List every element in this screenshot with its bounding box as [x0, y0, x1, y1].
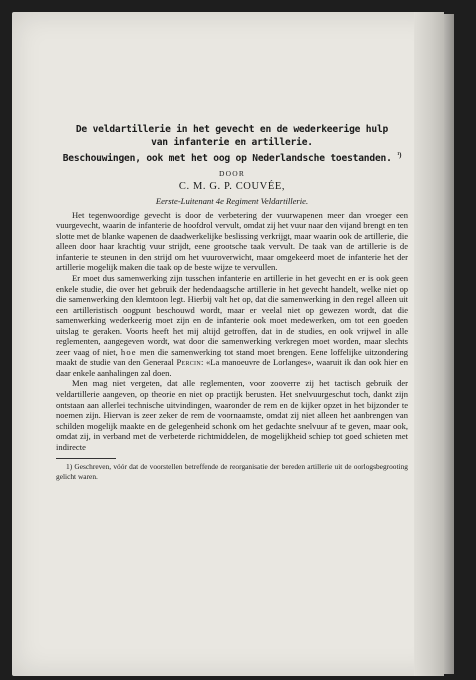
book-edge — [444, 14, 454, 674]
article-body — [56, 210, 408, 453]
article-title — [56, 124, 408, 166]
paragraph-2 — [56, 273, 408, 378]
general-name: Percin — [176, 357, 201, 368]
paragraph-2-part-b: men die samenwerking tot stand moet brengen. Eene loffelijke uitzondering maakt de studie van den Generaal — [56, 346, 409, 368]
paragraph-2-part-c: : «La manoeuvre de Lorlanges», waaruit ik dan ook hier en daar enkele aanhalingen zal doen. — [56, 357, 408, 378]
title-line-2: van infanterie en artillerie. — [151, 136, 313, 148]
paragraph-3: Men mag niet vergeten, dat alle reglementen, voor zooverre zij het tactisch gebruik der veldartillerie aangeven, op theorie en niet op practijk berusten. Het snelvuurgeschut toch, dankt zijn ontstaan aan allerlei technische uitvindingen, waaronder de rem en de kijker opzet in het bijzonder te noemen zijn. Hiervan is zeer zeker de rem de voornaamste, omdat zij niet alleen het aanbrengen van schilden mogelijk maakte en de gelegenheid schonk om het gedachte snelvuur af te geven, maar ook, omdat zij, in verband met de verbeterde richtmiddelen, de mogelijkheid schiep tot goed schieten met indirecte — [56, 378, 408, 452]
byline-door: DOOR — [218, 168, 246, 178]
title-line-3 — [56, 149, 408, 166]
article-content — [56, 124, 408, 481]
paragraph-2-part-a: Er moet dus samenwerking zijn tusschen infanterie en artillerie in het gevecht en er is ook geen enkele studie, die over het gebruik der hedendaagsche artillerie in het gevecht handelt, welke niet op die samenwerking den klemtoon legt. Hierbij valt het op, dat die samenwerking in den regel alleen uit een artilleristisch oogpunt beschouwd wordt, maar er veelal niet op gewezen wordt, dat die samenwerking wederkeerig moet zijn en de infanterie ook moet medewerken, om tot een goeden uitslag te geraken. Voorts heeft het mij altijd getroffen, dat in de studies, en ook vrijwel in alle reglementen, aangegeven wordt, wat door die samenwerking verkregen moet worden, maar slechts zeer vaag of niet, — [56, 272, 408, 357]
paragraph-1: Het tegenwoordige gevecht is door de verbetering der vuurwapenen meer dan vroeger een vuurgevecht, waarin de infanterie de hoofdrol vervult, omdat zij het vuur naar den vijand brengt en ten slotte met de blanke wapenen de daadwerkelijke beslissing verkrijgt, maar waarin ook de artillerie, die alleen door haar krachtig vuur strijdt, eene grootsche taak vervult. De taak van de artillerie is de infanterie te steunen in den strijd om het vuuroverwicht, maar omgekeerd moet de infanterie het der artillerie mogelijk maken die taak op de beste wijze te vervullen. — [56, 209, 408, 273]
footnote-divider — [56, 458, 116, 459]
author-affiliation: Eerste-Luitenant 4e Regiment Veldartillerie. — [155, 195, 309, 206]
title-line-3-text: Beschouwingen, ook met het oog op Nederlandsche toestanden. — [62, 153, 392, 165]
author-name: C. M. G. P. COUVÉE, — [178, 180, 286, 192]
title-footnote-mark: ¹) — [397, 151, 402, 159]
footnote: 1) Geschreven, vóór dat de voorstellen betreffende de reorganisatie der bereden artillerie uit de oorlogsbegrooting gelicht waren. — [56, 462, 408, 481]
page-curl-shadow — [414, 12, 444, 676]
title-line-1: De veldartillerie in het gevecht en de wederkeerige hulp — [75, 124, 389, 135]
emphasis-hoe: hoe — [120, 346, 137, 357]
